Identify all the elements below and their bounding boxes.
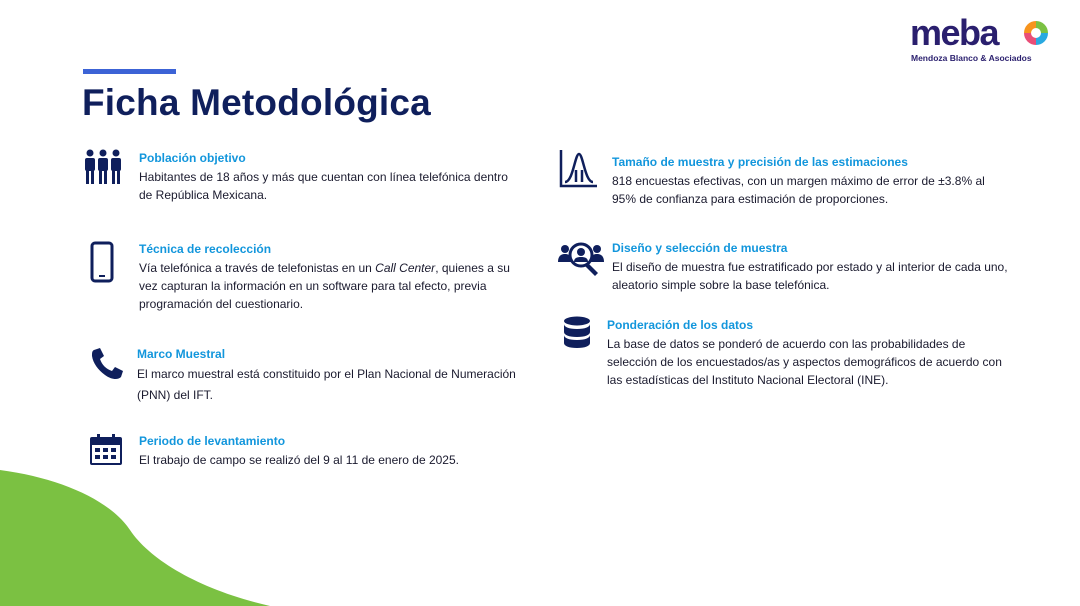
poblacion-objetivo-text: Habitantes de 18 años y más que cuentan con línea telefónica dentro de República Mexicana. xyxy=(139,170,508,202)
database-icon xyxy=(563,316,591,352)
periodo-levantamiento-block xyxy=(139,433,519,469)
tamano-muestra-heading: Tamaño de muestra y precisión de las estimaciones xyxy=(612,155,908,169)
meba-logo xyxy=(908,12,1058,66)
page-title: Ficha Metodológica xyxy=(82,82,431,123)
user-search-icon xyxy=(558,240,604,276)
tecnica-recoleccion-block xyxy=(139,241,524,313)
phone-handset-icon xyxy=(90,347,124,381)
periodo-levantamiento-heading: Periodo de levantamiento xyxy=(139,434,286,448)
diseno-muestra-block xyxy=(612,240,1012,294)
calendar-icon xyxy=(90,433,122,465)
marco-muestral-text: El marco muestral está constituido por el Plan Nacional de Numeración (PNN) del IFT. xyxy=(137,367,516,402)
ponderacion-datos-text: La base de datos se ponderó de acuerdo con las probabilidades de selección de los encuestados/as y aspectos demográficos de acuerdo con las estadísticas del Instituto Nacional Electoral (INE). xyxy=(607,337,1002,387)
logo-tagline: Mendoza Blanco & Asociados xyxy=(911,53,1032,63)
marco-muestral-block xyxy=(137,346,517,406)
diseno-muestra-text: El diseño de muestra fue estratificado por estado y al interior de cada uno, aleatorio simple sobre la base telefónica. xyxy=(612,260,1008,292)
ponderacion-datos-block xyxy=(607,317,1007,389)
logo-wordmark: meba xyxy=(910,12,999,53)
tecnica-recoleccion-heading: Técnica de recolección xyxy=(139,242,272,256)
tamano-muestra-text: 818 encuestas efectivas, con un margen máximo de error de ±3.8% al 95% de confianza para estimación de proporciones. xyxy=(612,174,985,206)
smartphone-icon xyxy=(90,241,114,283)
tamano-muestra-block xyxy=(612,154,1012,208)
call-center-text: Call Center xyxy=(375,261,436,275)
ponderacion-datos-heading: Ponderación de los datos xyxy=(607,318,754,332)
poblacion-objetivo-block xyxy=(139,150,519,204)
title-accent-bar xyxy=(83,69,176,74)
tecnica-recoleccion-text: Vía telefónica a través de telefonistas en un Call Center, quienes a su vez capturan la información en un software para tal efecto, previa programación del cuestionario. xyxy=(139,261,510,311)
poblacion-objetivo-heading: Población objetivo xyxy=(139,151,246,165)
logo-mark-icon xyxy=(1021,18,1051,48)
people-group-icon xyxy=(84,149,122,185)
bell-curve-icon xyxy=(559,148,599,188)
diseno-muestra-heading: Diseño y selección de muestra xyxy=(612,241,788,255)
marco-muestral-heading: Marco Muestral xyxy=(137,347,226,361)
periodo-levantamiento-text: El trabajo de campo se realizó del 9 al 11 de enero de 2025. xyxy=(139,453,459,467)
